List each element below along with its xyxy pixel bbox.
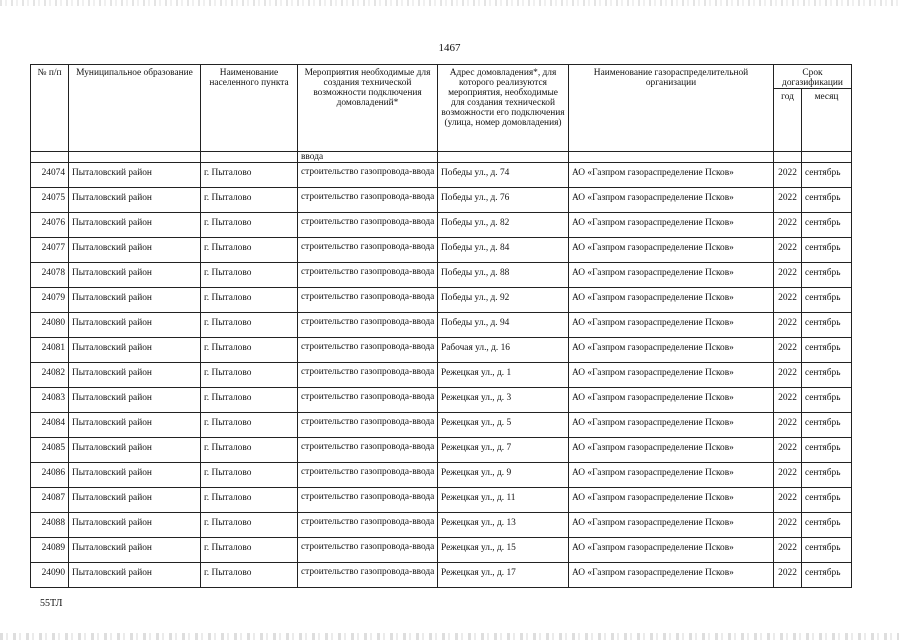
cell-activities: строительство газопровода-ввода xyxy=(298,463,438,488)
cell-address: Рабочая ул., д. 16 xyxy=(438,338,569,363)
cell-activities: строительство газопровода-ввода xyxy=(298,338,438,363)
cell-num: 24079 xyxy=(31,288,69,313)
cell-month: сентябрь xyxy=(802,238,852,263)
cell-year: 2022 xyxy=(774,538,802,563)
cell-month: сентябрь xyxy=(802,463,852,488)
cell-address: Режецкая ул., д. 13 xyxy=(438,513,569,538)
cell-address: Режецкая ул., д. 1 xyxy=(438,363,569,388)
cell-num: 24077 xyxy=(31,238,69,263)
cell-activities: строительство газопровода-ввода xyxy=(298,238,438,263)
scan-edge-bottom xyxy=(0,633,899,640)
header-settlement: Наименование населенного пункта xyxy=(201,65,298,152)
page-number: 1467 xyxy=(438,42,461,54)
cell-num: 24088 xyxy=(31,513,69,538)
footer-code: 55ТЛ xyxy=(40,598,63,609)
cell-year: 2022 xyxy=(774,463,802,488)
cell-settlement: г. Пыталово xyxy=(201,488,298,513)
cell-settlement: г. Пыталово xyxy=(201,463,298,488)
cell-organization: АО «Газпром газораспределение Псков» xyxy=(569,363,774,388)
header-month: месяц xyxy=(802,89,852,152)
cell-year: 2022 xyxy=(774,213,802,238)
cell-address: Победы ул., д. 92 xyxy=(438,288,569,313)
cell-organization: АО «Газпром газораспределение Псков» xyxy=(569,288,774,313)
cell-organization: АО «Газпром газораспределение Псков» xyxy=(569,413,774,438)
cell-municipality: Пыталовский район xyxy=(69,263,201,288)
table-row xyxy=(31,488,852,513)
cell-address: Победы ул., д. 74 xyxy=(438,163,569,188)
cell-activities: строительство газопровода-ввода xyxy=(298,563,438,588)
cell-municipality: Пыталовский район xyxy=(69,463,201,488)
cell-year: 2022 xyxy=(774,363,802,388)
cell-year: 2022 xyxy=(774,563,802,588)
table-row xyxy=(31,338,852,363)
cell-year: 2022 xyxy=(774,338,802,363)
cell-organization: АО «Газпром газораспределение Псков» xyxy=(569,188,774,213)
cell-settlement: г. Пыталово xyxy=(201,538,298,563)
cell-settlement: г. Пыталово xyxy=(201,413,298,438)
cell-municipality: Пыталовский район xyxy=(69,313,201,338)
cell-municipality: Пыталовский район xyxy=(69,488,201,513)
table-row xyxy=(31,463,852,488)
cell-activities: строительство газопровода-ввода xyxy=(298,263,438,288)
table-row xyxy=(31,388,852,413)
cell-activities: строительство газопровода-ввода xyxy=(298,313,438,338)
cell-num: 24080 xyxy=(31,313,69,338)
cell-organization: АО «Газпром газораспределение Псков» xyxy=(569,438,774,463)
cell-month: сентябрь xyxy=(802,163,852,188)
cell-address: Режецкая ул., д. 3 xyxy=(438,388,569,413)
cell-address: Победы ул., д. 82 xyxy=(438,213,569,238)
cell-num: 24090 xyxy=(31,563,69,588)
cell-settlement: г. Пыталово xyxy=(201,563,298,588)
cell-address: Режецкая ул., д. 11 xyxy=(438,488,569,513)
cell-organization: АО «Газпром газораспределение Псков» xyxy=(569,388,774,413)
cell-month: сентябрь xyxy=(802,513,852,538)
header-year: год xyxy=(774,89,802,152)
cell-address: Режецкая ул., д. 9 xyxy=(438,463,569,488)
cell-organization: АО «Газпром газораспределение Псков» xyxy=(569,263,774,288)
cell-year: 2022 xyxy=(774,513,802,538)
cell-municipality: Пыталовский район xyxy=(69,363,201,388)
cell-month: сентябрь xyxy=(802,488,852,513)
cell-organization: АО «Газпром газораспределение Псков» xyxy=(569,213,774,238)
cell-address: Режецкая ул., д. 5 xyxy=(438,413,569,438)
cell-month: сентябрь xyxy=(802,188,852,213)
cell-organization: АО «Газпром газораспределение Псков» xyxy=(569,513,774,538)
cell-activities: строительство газопровода-ввода xyxy=(298,513,438,538)
cell-address: Режецкая ул., д. 17 xyxy=(438,563,569,588)
cell-organization: АО «Газпром газораспределение Псков» xyxy=(569,338,774,363)
cell-municipality: Пыталовский район xyxy=(69,163,201,188)
cell-municipality: Пыталовский район xyxy=(69,563,201,588)
header-deadline: Срок догазификации xyxy=(774,65,852,89)
cell-year: 2022 xyxy=(774,438,802,463)
header-num: № п/п xyxy=(31,65,69,152)
continuation-row xyxy=(31,152,852,163)
table-row xyxy=(31,238,852,263)
cell-num: 24084 xyxy=(31,413,69,438)
cell-address: Победы ул., д. 94 xyxy=(438,313,569,338)
cell-settlement: г. Пыталово xyxy=(201,363,298,388)
cell-num: 24087 xyxy=(31,488,69,513)
cell-num: 24078 xyxy=(31,263,69,288)
header-activities: Мероприятия необходимые для создания технической возможности подключения домовладений* xyxy=(298,65,438,152)
cell-num: 24086 xyxy=(31,463,69,488)
cell-municipality: Пыталовский район xyxy=(69,513,201,538)
cell-year: 2022 xyxy=(774,188,802,213)
cell-organization: АО «Газпром газораспределение Псков» xyxy=(569,238,774,263)
cell-municipality: Пыталовский район xyxy=(69,438,201,463)
cell-month: сентябрь xyxy=(802,213,852,238)
cell-settlement: г. Пыталово xyxy=(201,338,298,363)
header-organization: Наименование газораспределительной организации xyxy=(569,65,774,152)
cell-month: сентябрь xyxy=(802,563,852,588)
cell-month: сентябрь xyxy=(802,313,852,338)
cell-settlement: г. Пыталово xyxy=(201,388,298,413)
cell-organization: АО «Газпром газораспределение Псков» xyxy=(569,563,774,588)
cell-year: 2022 xyxy=(774,263,802,288)
table-row xyxy=(31,163,852,188)
cell-municipality: Пыталовский район xyxy=(69,188,201,213)
cell-month: сентябрь xyxy=(802,438,852,463)
cell-settlement: г. Пыталово xyxy=(201,438,298,463)
cell-month: сентябрь xyxy=(802,413,852,438)
cell-municipality: Пыталовский район xyxy=(69,338,201,363)
table-row xyxy=(31,213,852,238)
cell-municipality: Пыталовский район xyxy=(69,238,201,263)
cell-municipality: Пыталовский район xyxy=(69,213,201,238)
cell-month: сентябрь xyxy=(802,288,852,313)
cell-activities: строительство газопровода-ввода xyxy=(298,388,438,413)
cell-month: сентябрь xyxy=(802,388,852,413)
header-municipality: Муниципальное образование xyxy=(69,65,201,152)
table-row xyxy=(31,188,852,213)
cell-year: 2022 xyxy=(774,238,802,263)
cell-organization: АО «Газпром газораспределение Псков» xyxy=(569,538,774,563)
scan-edge-top xyxy=(0,0,899,6)
cell-settlement: г. Пыталово xyxy=(201,513,298,538)
cell-year: 2022 xyxy=(774,488,802,513)
continuation-cell: ввода xyxy=(298,152,438,163)
cell-num: 24076 xyxy=(31,213,69,238)
cell-year: 2022 xyxy=(774,388,802,413)
cell-activities: строительство газопровода-ввода xyxy=(298,488,438,513)
cell-settlement: г. Пыталово xyxy=(201,188,298,213)
cell-activities: строительство газопровода-ввода xyxy=(298,363,438,388)
cell-settlement: г. Пыталово xyxy=(201,288,298,313)
cell-activities: строительство газопровода-ввода xyxy=(298,188,438,213)
cell-address: Победы ул., д. 84 xyxy=(438,238,569,263)
cell-organization: АО «Газпром газораспределение Псков» xyxy=(569,463,774,488)
cell-month: сентябрь xyxy=(802,363,852,388)
cell-num: 24081 xyxy=(31,338,69,363)
table-row xyxy=(31,563,852,588)
cell-address: Победы ул., д. 76 xyxy=(438,188,569,213)
cell-address: Режецкая ул., д. 15 xyxy=(438,538,569,563)
cell-settlement: г. Пыталово xyxy=(201,213,298,238)
table-row xyxy=(31,263,852,288)
cell-activities: строительство газопровода-ввода xyxy=(298,413,438,438)
table-row xyxy=(31,438,852,463)
table-body xyxy=(31,152,852,588)
gasification-table xyxy=(30,64,852,588)
cell-address: Победы ул., д. 88 xyxy=(438,263,569,288)
cell-num: 24074 xyxy=(31,163,69,188)
cell-municipality: Пыталовский район xyxy=(69,538,201,563)
cell-num: 24083 xyxy=(31,388,69,413)
cell-num: 24082 xyxy=(31,363,69,388)
table-row xyxy=(31,313,852,338)
table-row xyxy=(31,538,852,563)
cell-year: 2022 xyxy=(774,313,802,338)
cell-settlement: г. Пыталово xyxy=(201,263,298,288)
cell-num: 24089 xyxy=(31,538,69,563)
cell-activities: строительство газопровода-ввода xyxy=(298,163,438,188)
cell-organization: АО «Газпром газораспределение Псков» xyxy=(569,313,774,338)
cell-settlement: г. Пыталово xyxy=(201,238,298,263)
cell-municipality: Пыталовский район xyxy=(69,288,201,313)
cell-year: 2022 xyxy=(774,288,802,313)
cell-activities: строительство газопровода-ввода xyxy=(298,213,438,238)
cell-activities: строительство газопровода-ввода xyxy=(298,538,438,563)
table-row xyxy=(31,413,852,438)
table-row xyxy=(31,513,852,538)
cell-settlement: г. Пыталово xyxy=(201,313,298,338)
table-row xyxy=(31,288,852,313)
cell-organization: АО «Газпром газораспределение Псков» xyxy=(569,163,774,188)
header-address: Адрес домовладения*, для которого реализуются мероприятия, необходимые для создания технической возможности его подключения (улица, номер домовладения) xyxy=(438,65,569,152)
cell-activities: строительство газопровода-ввода xyxy=(298,438,438,463)
cell-settlement: г. Пыталово xyxy=(201,163,298,188)
cell-num: 24085 xyxy=(31,438,69,463)
cell-month: сентябрь xyxy=(802,263,852,288)
cell-address: Режецкая ул., д. 7 xyxy=(438,438,569,463)
cell-activities: строительство газопровода-ввода xyxy=(298,288,438,313)
cell-month: сентябрь xyxy=(802,538,852,563)
cell-year: 2022 xyxy=(774,413,802,438)
cell-month: сентябрь xyxy=(802,338,852,363)
cell-municipality: Пыталовский район xyxy=(69,388,201,413)
cell-organization: АО «Газпром газораспределение Псков» xyxy=(569,488,774,513)
table-row xyxy=(31,363,852,388)
cell-municipality: Пыталовский район xyxy=(69,413,201,438)
cell-num: 24075 xyxy=(31,188,69,213)
cell-year: 2022 xyxy=(774,163,802,188)
